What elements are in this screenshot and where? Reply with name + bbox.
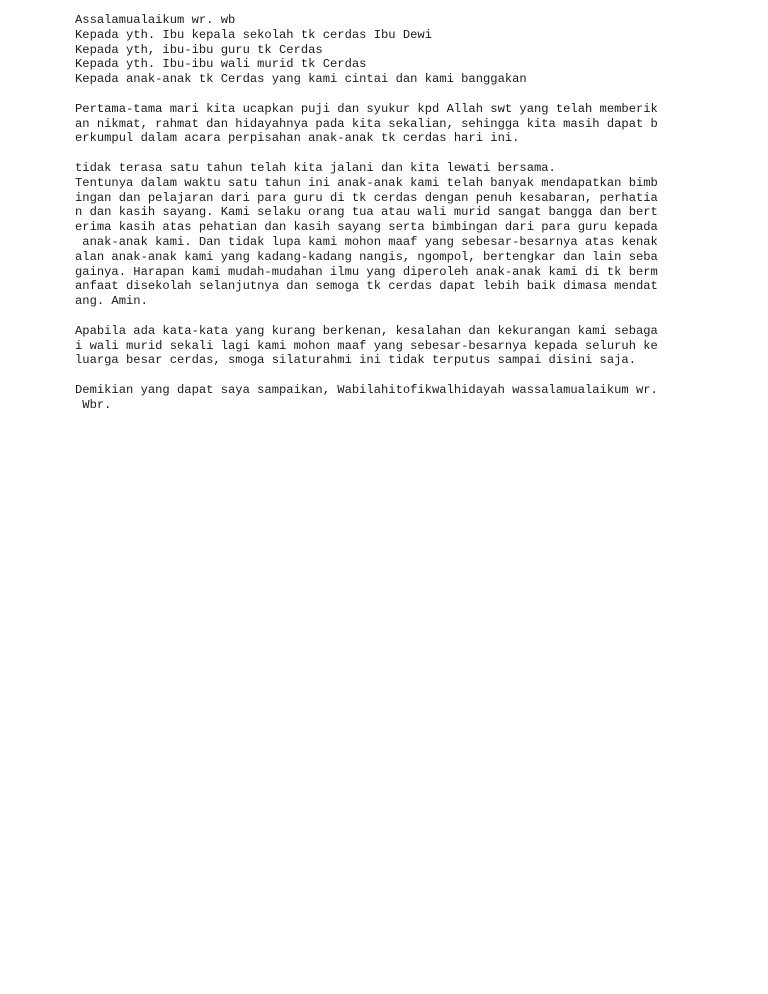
text-line: erkumpul dalam acara perpisahan anak-anak tk cerdas hari ini. [75,131,520,146]
text-line: Tentunya dalam waktu satu tahun ini anak-anak kami telah banyak mendapatkan bimb [75,175,658,190]
document-page [75,13,765,427]
text-line: erima kasih atas pehatian dan kasih sayang serta bimbingan dari para guru kepada [75,220,658,235]
text-line: Demikian yang dapat saya sampaikan, Wabilahitofikwalhidayah wassalamualaikum wr. [75,382,658,397]
text-line: Kepada yth, ibu-ibu guru tk Cerdas [75,42,323,57]
greeting-block [75,13,765,87]
text-line: Apabila ada kata-kata yang kurang berkenan, kesalahan dan kekurangan kami sebaga [75,323,658,338]
text-line: i wali murid sekali lagi kami mohon maaf yang sebesar-besarnya kepada seluruh ke [75,338,658,353]
paragraph-opening [75,102,765,146]
text-line: ang. Amin. [75,294,148,309]
text-line: Assalamualaikum wr. wb [75,13,236,27]
text-line: ingan dan pelajaran dari para guru di tk cerdas dengan penuh kesabaran, perhatia [75,190,658,205]
paragraph-body [75,161,765,309]
text-line: anfaat disekolah selanjutnya dan semoga tk cerdas dapat lebih baik dimasa mendat [75,279,658,294]
text-line: alan anak-anak kami yang kadang-kadang nangis, ngompol, bertengkar dan lain seba [75,249,658,264]
text-line: luarga besar cerdas, smoga silaturahmi ini tidak terputus sampai disini saja. [75,353,636,368]
paragraph-apology [75,324,765,368]
text-line: Wbr. [75,397,112,412]
text-line: Kepada yth. Ibu-ibu wali murid tk Cerdas [75,57,367,72]
closing-block [75,383,765,413]
text-line: Kepada yth. Ibu kepala sekolah tk cerdas Ibu Dewi [75,27,432,42]
text-line: Pertama-tama mari kita ucapkan puji dan syukur kpd Allah swt yang telah memberik [75,101,658,116]
text-line: tidak terasa satu tahun telah kita jalani dan kita lewati bersama. [75,160,556,175]
text-line: anak-anak kami. Dan tidak lupa kami mohon maaf yang sebesar-besarnya atas kenak [75,234,658,249]
text-line: gainya. Harapan kami mudah-mudahan ilmu yang diperoleh anak-anak kami di tk berm [75,264,658,279]
text-line: an nikmat, rahmat dan hidayahnya pada kita sekalian, sehingga kita masih dapat b [75,116,658,131]
text-line: Kepada anak-anak tk Cerdas yang kami cintai dan kami banggakan [75,72,527,87]
text-line: n dan kasih sayang. Kami selaku orang tua atau wali murid sangat bangga dan bert [75,205,658,220]
